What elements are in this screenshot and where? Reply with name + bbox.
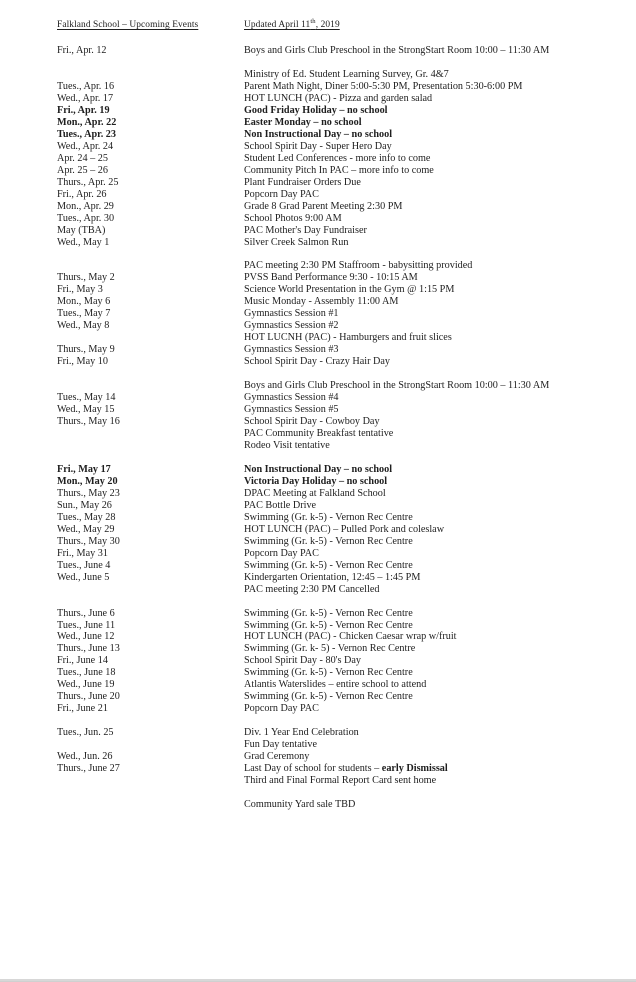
event-date: Tues., May 7 <box>57 308 111 320</box>
event-date: Tues., Apr. 16 <box>57 80 115 92</box>
event-description: School Spirit Day - Cowboy Day <box>244 416 380 428</box>
event-description: Popcorn Day PAC <box>244 188 319 200</box>
event-date: Fri., May 17 <box>57 463 111 475</box>
event-date: Wed., June 12 <box>57 631 115 643</box>
event-row <box>0 392 636 404</box>
event-row <box>0 536 636 548</box>
event-description: Last Day of school for students – early Dismissal <box>244 763 448 775</box>
event-date: Fri., Apr. 12 <box>57 45 107 56</box>
event-description: Swimming (Gr. k-5) - Vernon Rec Centre <box>244 691 413 703</box>
event-date: Fri., Apr. 26 <box>57 188 107 200</box>
event-description: Fun Day tentative <box>244 739 317 751</box>
event-row <box>0 691 636 703</box>
event-row <box>0 81 636 93</box>
event-row <box>0 69 636 81</box>
section-spacer <box>0 787 636 799</box>
event-row <box>0 213 636 225</box>
event-description: Boys and Girls Club Preschool in the StrongStart Room 10:00 – 11:30 AM <box>244 380 550 392</box>
event-description: Gymnastics Session #2 <box>244 320 339 332</box>
event-date: Fri., June 21 <box>57 703 108 715</box>
event-date: Thurs., May 16 <box>57 416 120 428</box>
event-description: Rodeo Visit tentative <box>244 439 330 451</box>
event-description: Music Monday - Assembly 11:00 AM <box>244 296 399 308</box>
event-row <box>0 440 636 452</box>
event-date: Apr. 25 – 26 <box>57 164 108 176</box>
event-row <box>0 284 636 296</box>
event-description: Div. 1 Year End Celebration <box>244 727 359 739</box>
event-date: Fri., June 14 <box>57 655 108 667</box>
event-row <box>0 129 636 141</box>
event-description: School Spirit Day - 80's Day <box>244 655 362 667</box>
event-row <box>0 548 636 560</box>
event-date: Sun., May 26 <box>57 499 112 511</box>
event-description: Science World Presentation in the Gym @ 1:15 PM <box>244 284 455 296</box>
event-date: Wed., June 5 <box>57 571 110 583</box>
event-date: Wed., May 1 <box>57 236 110 248</box>
event-row <box>0 296 636 308</box>
event-row <box>0 45 636 57</box>
event-row <box>0 679 636 691</box>
event-row <box>0 344 636 356</box>
event-row <box>0 189 636 201</box>
event-date: Tues., June 11 <box>57 619 116 631</box>
event-description: Grade 8 Grad Parent Meeting 2:30 PM <box>244 200 403 212</box>
event-description: PAC meeting 2:30 PM Cancelled <box>244 583 380 595</box>
event-description: Swimming (Gr. k-5) - Vernon Rec Centre <box>244 535 413 547</box>
event-description: PAC meeting 2:30 PM Staffroom - babysitting provided <box>244 260 473 272</box>
event-row <box>0 165 636 177</box>
events-list <box>0 45 636 811</box>
event-description: Swimming (Gr. k-5) - Vernon Rec Centre <box>244 511 413 523</box>
event-row <box>0 655 636 667</box>
event-description: Third and Final Formal Report Card sent home <box>244 775 437 787</box>
event-date: Fri., May 10 <box>57 356 108 368</box>
event-description: Non Instructional Day – no school <box>244 128 393 140</box>
event-description: Atlantis Waterslides – entire school to attend <box>244 679 427 691</box>
updated-date-suffix: , 2019 <box>315 20 340 30</box>
event-date: Thurs., May 9 <box>57 344 115 356</box>
event-description: Swimming (Gr. k- 5) - Vernon Rec Centre <box>244 643 416 655</box>
event-date: Tues., May 28 <box>57 511 116 523</box>
event-description: PAC Mother's Day Fundraiser <box>244 224 367 236</box>
event-date: Thurs., Apr. 25 <box>57 176 119 188</box>
event-row <box>0 177 636 189</box>
event-description: Swimming (Gr. k-5) - Vernon Rec Centre <box>244 607 413 619</box>
updated-date <box>244 17 340 30</box>
event-row <box>0 153 636 165</box>
event-date: Tues., Apr. 23 <box>57 128 116 140</box>
event-row <box>0 488 636 500</box>
event-row <box>0 643 636 655</box>
event-description: PAC Community Breakfast tentative <box>244 428 394 439</box>
event-row <box>0 93 636 105</box>
event-row <box>0 608 636 620</box>
event-date: Mon., Apr. 29 <box>57 200 114 212</box>
event-date: Tues., June 4 <box>57 559 111 571</box>
event-date: Wed., June 19 <box>57 679 115 691</box>
event-row <box>0 380 636 392</box>
event-date: Tues., Apr. 30 <box>57 212 115 224</box>
event-date: Thurs., May 30 <box>57 535 120 547</box>
event-description: Parent Math Night, Diner 5:00-5:30 PM, Presentation 5:30-6:00 PM <box>244 80 523 92</box>
event-description: HOT LUNCH (PAC) - Pizza and garden salad <box>244 92 433 104</box>
event-description: Swimming (Gr. k-5) - Vernon Rec Centre <box>244 667 413 679</box>
event-row <box>0 260 636 272</box>
event-row <box>0 620 636 632</box>
document-header <box>0 17 636 34</box>
event-row <box>0 727 636 739</box>
event-row <box>0 631 636 643</box>
event-description: Community Yard sale TBD <box>244 799 356 811</box>
event-row <box>0 512 636 524</box>
event-row <box>0 667 636 679</box>
event-description: Community Pitch In PAC – more info to come <box>244 164 434 176</box>
event-row <box>0 272 636 284</box>
section-spacer <box>0 715 636 727</box>
event-row <box>0 476 636 488</box>
event-row <box>0 560 636 572</box>
event-row <box>0 332 636 344</box>
updated-date-prefix: Updated April 11 <box>244 20 311 30</box>
event-description: School Spirit Day - Crazy Hair Day <box>244 356 390 368</box>
section-spacer <box>0 452 636 464</box>
event-description: HOT LUCNH (PAC) - Hamburgers and fruit slices <box>244 332 452 344</box>
event-date: Fri., Apr. 19 <box>57 104 110 116</box>
event-row <box>0 703 636 715</box>
event-row <box>0 464 636 476</box>
event-row <box>0 320 636 332</box>
event-description: Student Led Conferences - more info to come <box>244 152 431 164</box>
event-date: Mon., Apr. 22 <box>57 116 117 128</box>
event-date: Tues., May 14 <box>57 392 116 404</box>
event-description: Gymnastics Session #1 <box>244 308 339 320</box>
event-row <box>0 356 636 368</box>
event-description: Non Instructional Day – no school <box>244 463 393 475</box>
event-date: Tues., June 18 <box>57 667 116 679</box>
event-date: Thurs., May 23 <box>57 487 120 499</box>
event-description: Popcorn Day PAC <box>244 703 319 715</box>
event-description: Ministry of Ed. Student Learning Survey, Gr. 4&7 <box>244 68 449 80</box>
event-date: Tues., Jun. 25 <box>57 727 114 739</box>
event-row <box>0 308 636 320</box>
event-row <box>0 237 636 249</box>
event-row <box>0 500 636 512</box>
event-row <box>0 105 636 117</box>
event-row <box>0 201 636 213</box>
event-row <box>0 225 636 237</box>
event-row <box>0 416 636 428</box>
event-description: Victoria Day Holiday – no school <box>244 475 388 487</box>
event-date: Thurs., June 6 <box>57 607 115 619</box>
event-description: Easter Monday – no school <box>244 116 362 128</box>
page-title: Falkland School – Upcoming Events <box>57 20 199 30</box>
event-date: Mon., May 20 <box>57 475 118 487</box>
event-row <box>0 428 636 440</box>
event-description: DPAC Meeting at Falkland School <box>244 487 386 499</box>
event-description: School Photos 9:00 AM <box>244 212 342 224</box>
event-date: Wed., Jun. 26 <box>57 751 113 763</box>
event-row <box>0 141 636 153</box>
event-description: Gymnastics Session #3 <box>244 344 339 356</box>
event-date: Wed., Apr. 24 <box>57 140 114 152</box>
event-row <box>0 751 636 763</box>
event-row <box>0 799 636 811</box>
event-date: Fri., May 3 <box>57 284 103 296</box>
event-description: Grad Ceremony <box>244 751 310 763</box>
event-description: PVSS Band Performance 9:30 - 10:15 AM <box>244 272 418 284</box>
event-description: Good Friday Holiday – no school <box>244 104 388 116</box>
event-description: Swimming (Gr. k-5) - Vernon Rec Centre <box>244 619 413 631</box>
event-row <box>0 524 636 536</box>
event-date: Wed., May 15 <box>57 404 115 416</box>
event-date: Wed., Apr. 17 <box>57 92 114 104</box>
section-spacer <box>0 596 636 608</box>
event-description: Boys and Girls Club Preschool in the StrongStart Room 10:00 – 11:30 AM <box>244 45 550 56</box>
event-row <box>0 584 636 596</box>
section-spacer <box>0 248 636 260</box>
event-description: Gymnastics Session #4 <box>244 392 339 404</box>
event-row <box>0 404 636 416</box>
event-row <box>0 763 636 775</box>
section-spacer <box>0 368 636 380</box>
event-description: Plant Fundraiser Orders Due <box>244 176 361 188</box>
event-date: Apr. 24 – 25 <box>57 152 108 164</box>
event-description: PAC Bottle Drive <box>244 499 317 511</box>
event-row <box>0 117 636 129</box>
event-date: Thurs., June 20 <box>57 691 120 703</box>
event-description: HOT LUNCH (PAC) – Pulled Pork and coleslaw <box>244 523 445 535</box>
event-date: Wed., May 29 <box>57 523 115 535</box>
section-spacer <box>0 57 636 69</box>
event-description: Swimming (Gr. k-5) - Vernon Rec Centre <box>244 559 413 571</box>
event-description: Kindergarten Orientation, 12:45 – 1:45 PM <box>244 571 421 583</box>
event-date: Thurs., May 2 <box>57 272 115 284</box>
event-date: Thurs., June 13 <box>57 643 120 655</box>
event-description: Popcorn Day PAC <box>244 547 319 559</box>
event-description: Silver Creek Salmon Run <box>244 236 349 248</box>
event-date: Wed., May 8 <box>57 320 110 332</box>
event-row <box>0 572 636 584</box>
event-description: Gymnastics Session #5 <box>244 404 339 416</box>
event-date: Fri., May 31 <box>57 547 108 559</box>
event-description: School Spirit Day - Super Hero Day <box>244 140 392 152</box>
updated-date-ordinal: th <box>310 17 316 25</box>
event-description: HOT LUNCH (PAC) - Chicken Caesar wrap w/fruit <box>244 631 457 643</box>
event-row <box>0 775 636 787</box>
event-date: May (TBA) <box>57 224 106 236</box>
event-date: Mon., May 6 <box>57 296 111 308</box>
event-date: Thurs., June 27 <box>57 763 120 775</box>
event-row <box>0 739 636 751</box>
